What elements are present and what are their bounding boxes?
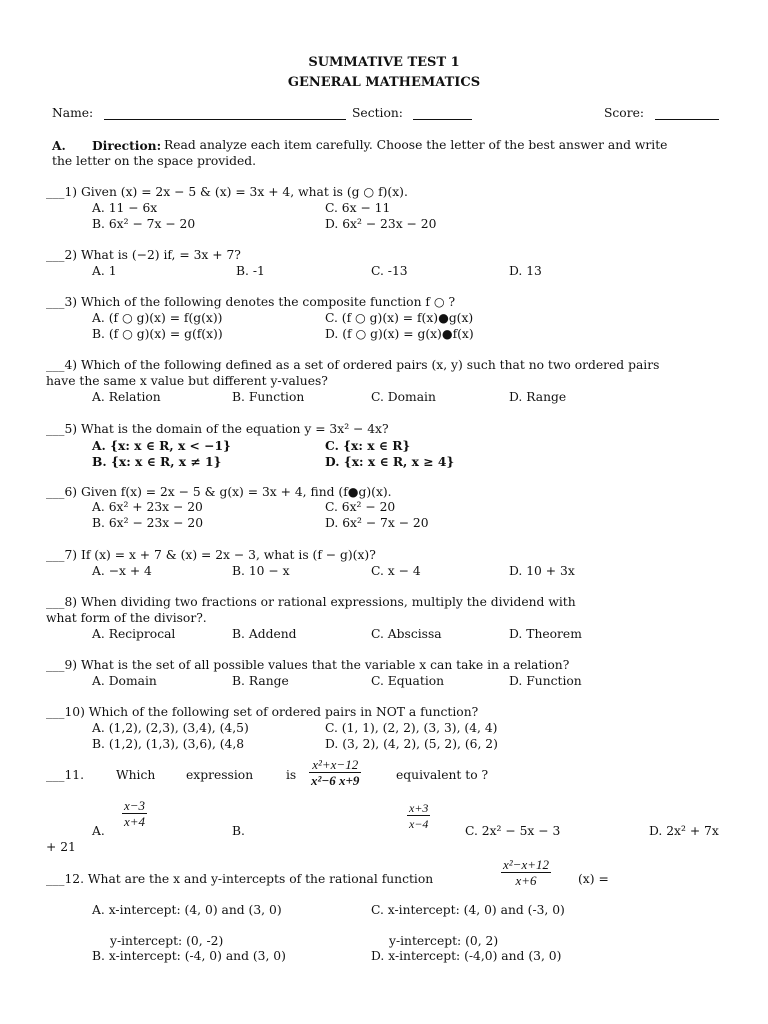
question-3-stem: ___3) Which of the following denotes the composite function f ○ ? <box>46 295 456 309</box>
question-10-choice-a: A. (1,2), (2,3), (3,4), (4,5) <box>92 721 249 735</box>
question-1-choice-d: D. 6x² − 23x − 20 <box>325 217 437 231</box>
question-6-stem: ___6) Given f(x) = 2x − 5 & g(x) = 3x + 4, find (f●g)(x). <box>46 485 392 499</box>
question-4-choice-a: A. Relation <box>92 390 161 404</box>
question-8-choice-c: C. Abscissa <box>371 627 442 641</box>
question-4-choice-b: B. Function <box>232 390 305 404</box>
direction-text-1: Read analyze each item carefully. Choose the letter of the best answer and write <box>164 138 668 152</box>
section-field[interactable] <box>413 119 472 120</box>
question-11-choice-c: C. 2x² − 5x − 3 <box>465 824 561 838</box>
test-title: SUMMATIVE TEST 1 <box>308 55 460 70</box>
question-4-choice-c: C. Domain <box>371 390 436 404</box>
question-9-choice-b: B. Range <box>232 674 289 688</box>
question-1-stem: ___1) Given (x) = 2x − 5 & (x) = 3x + 4, what is (g ○ f)(x). <box>46 185 408 199</box>
question-4-stem-line-2: have the same x value but different y-values? <box>46 374 328 388</box>
question-11-word-is: is <box>286 768 297 782</box>
question-12-stem: ___12. What are the x and y-intercepts of the rational function <box>46 872 434 886</box>
question-11-fraction <box>309 758 361 789</box>
score-label: Score: <box>604 106 645 120</box>
question-11-choice-d-wrap: + 21 <box>46 840 76 854</box>
question-1-choice-c: C. 6x − 11 <box>325 201 391 215</box>
question-12-fraction <box>501 858 551 889</box>
question-11-tail: equivalent to ? <box>396 768 489 782</box>
question-4-choice-d: D. Range <box>509 390 567 404</box>
question-9-stem: ___9) What is the set of all possible values that the variable x can take in a relation? <box>46 658 570 672</box>
question-12-tail: (x) = <box>578 872 609 886</box>
question-11-choice-b-denominator: x−4 <box>409 817 429 831</box>
question-10-choice-d: D. (3, 2), (4, 2), (5, 2), (6, 2) <box>325 737 498 751</box>
question-7-stem: ___7) If (x) = x + 7 & (x) = 2x − 3, what is (f − g)(x)? <box>46 548 376 562</box>
question-11-denominator: x²−6 x+9 <box>311 773 360 788</box>
question-10-choice-c: C. (1, 1), (2, 2), (3, 3), (4, 4) <box>325 721 498 735</box>
question-12-choice-c: C. x-intercept: (4, 0) and (-3, 0) <box>371 903 565 917</box>
question-9-choice-d: D. Function <box>509 674 582 688</box>
question-10-choice-b: B. (1,2), (1,3), (3,6), (4,8 <box>92 737 245 751</box>
question-7-choice-c: C. x − 4 <box>371 564 421 578</box>
question-2-choice-d: D. 13 <box>509 264 542 278</box>
question-5-choice-c: C. {x: x ∈ R} <box>325 438 411 453</box>
question-3-choice-a: A. (f ○ g)(x) = f(g(x)) <box>92 311 223 325</box>
question-1-choice-b: B. 6x² − 7x − 20 <box>92 217 196 231</box>
score-field[interactable] <box>655 119 719 120</box>
direction-text-2: the letter on the space provided. <box>52 154 257 168</box>
part-letter: A. <box>52 138 66 153</box>
question-3-choice-b: B. (f ○ g)(x) = g(f(x)) <box>92 327 223 341</box>
question-5-choice-a: A. {x: x ∈ R, x < −1} <box>92 438 231 453</box>
question-4-stem-line-1: ___4) Which of the following defined as a set of ordered pairs (x, y) such that no two ordered pairs <box>46 358 660 372</box>
question-2-stem: ___2) What is (−2) if, = 3x + 7? <box>46 248 241 262</box>
question-2-choice-c: C. -13 <box>371 264 408 278</box>
question-11-choice-a-label: A. <box>92 824 105 838</box>
question-12-choice-a-y: y-intercept: (0, -2) <box>110 934 224 948</box>
question-5-stem: ___5) What is the domain of the equation y = 3x² − 4x? <box>46 422 389 436</box>
question-11-choice-a-denominator: x+4 <box>124 814 146 829</box>
question-11-choice-b-label: B. <box>232 824 245 838</box>
question-8-stem-line-2: what form of the divisor?. <box>46 611 207 625</box>
question-6-choice-c: C. 6x² − 20 <box>325 500 396 514</box>
question-3-choice-c: C. (f ○ g)(x) = f(x)●g(x) <box>325 311 474 325</box>
name-label: Name: <box>52 106 94 120</box>
question-11-numerator: x²+x−12 <box>309 758 361 773</box>
question-12-choice-b: B. x-intercept: (-4, 0) and (3, 0) <box>92 949 286 963</box>
question-11-choice-b-numerator: x+3 <box>409 801 429 815</box>
question-6-choice-d: D. 6x² − 7x − 20 <box>325 516 429 530</box>
question-8-choice-d: D. Theorem <box>509 627 582 641</box>
question-9-choice-a: A. Domain <box>92 674 157 688</box>
question-11-choice-b-fraction <box>407 801 430 832</box>
question-7-choice-b: B. 10 − x <box>232 564 290 578</box>
question-11-word-which: Which <box>116 768 156 782</box>
question-8-choice-a: A. Reciprocal <box>92 627 176 641</box>
question-12-choice-d: D. x-intercept: (-4,0) and (3, 0) <box>371 949 562 963</box>
question-9-choice-c: C. Equation <box>371 674 445 688</box>
question-11-choice-a-numerator: x−3 <box>124 798 146 813</box>
question-2-choice-a: A. 1 <box>92 264 117 278</box>
question-11-choice-a-fraction <box>122 799 147 830</box>
question-7-choice-d: D. 10 + 3x <box>509 564 575 578</box>
direction-label: Direction: <box>92 138 162 153</box>
question-11-number: ___11. <box>46 768 85 782</box>
question-3-choice-d: D. (f ○ g)(x) = g(x)●f(x) <box>325 327 474 341</box>
question-11-word-expression: expression <box>186 768 254 782</box>
question-5-choice-d: D. {x: x ∈ R, x ≥ 4} <box>325 454 455 469</box>
name-field[interactable] <box>104 119 346 120</box>
question-6-choice-a: A. 6x² + 23x − 20 <box>92 500 203 514</box>
question-12-numerator: x²−x+12 <box>503 857 549 872</box>
question-5-choice-b: B. {x: x ∈ R, x ≠ 1} <box>92 454 222 469</box>
question-12-choice-a: A. x-intercept: (4, 0) and (3, 0) <box>92 903 282 917</box>
subject-title: GENERAL MATHEMATICS <box>287 75 481 90</box>
question-6-choice-b: B. 6x² − 23x − 20 <box>92 516 204 530</box>
question-12-denominator: x+6 <box>515 873 537 888</box>
question-12-choice-c-y: y-intercept: (0, 2) <box>389 934 499 948</box>
question-8-choice-b: B. Addend <box>232 627 297 641</box>
question-1-choice-a: A. 11 − 6x <box>92 201 158 215</box>
section-label: Section: <box>352 106 403 120</box>
question-8-stem-line-1: ___8) When dividing two fractions or rational expressions, multiply the dividend with <box>46 595 576 609</box>
question-10-stem: ___10) Which of the following set of ordered pairs in NOT a function? <box>46 705 479 719</box>
question-11-choice-d: D. 2x² + 7x <box>649 824 719 838</box>
question-2-choice-b: B. -1 <box>236 264 265 278</box>
question-7-choice-a: A. −x + 4 <box>92 564 152 578</box>
